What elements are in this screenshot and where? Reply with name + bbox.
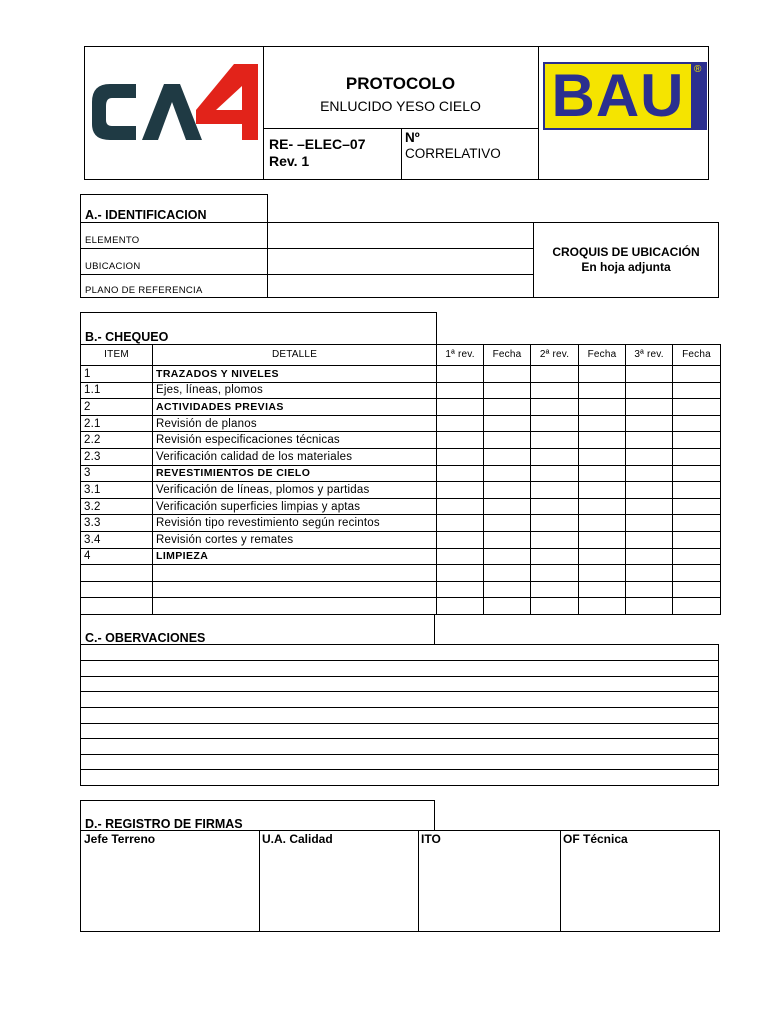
- firmas-title-text: D.- REGISTRO DE FIRMAS: [85, 817, 243, 831]
- row-fecha-cell[interactable]: [484, 366, 531, 383]
- ca4-logo-a: [142, 84, 202, 140]
- table-row: [81, 531, 721, 548]
- table-row: [81, 581, 721, 598]
- row-rev-cell[interactable]: [531, 382, 579, 399]
- observaciones-line: [80, 769, 718, 770]
- observaciones-line: [80, 676, 718, 677]
- row-fecha-cell[interactable]: [579, 498, 626, 515]
- row-detalle: Verificación superficies limpias y aptas: [153, 498, 437, 515]
- row-rev-cell[interactable]: [437, 598, 484, 615]
- row-rev-cell[interactable]: [531, 581, 579, 598]
- identificacion-label-elemento: ELEMENTO: [80, 222, 268, 249]
- row-rev-cell[interactable]: [437, 399, 484, 416]
- row-detalle: ACTIVIDADES PREVIAS: [153, 399, 437, 416]
- row-rev-cell[interactable]: [531, 432, 579, 449]
- document-code: RE- –ELEC–07: [269, 136, 366, 152]
- observaciones-title-text: C.- OBERVACIONES: [85, 631, 206, 645]
- row-rev-cell[interactable]: [437, 531, 484, 548]
- firmas-title: [80, 800, 435, 831]
- row-rev-cell[interactable]: [626, 581, 673, 598]
- row-detalle: Verificación de líneas, plomos y partidas: [153, 482, 437, 499]
- croquis-subtitle: En hoja adjunta: [581, 260, 671, 274]
- identificacion-title: [80, 194, 268, 223]
- row-rev-cell[interactable]: [531, 448, 579, 465]
- correlativo-label: CORRELATIVO: [405, 146, 501, 161]
- observaciones-line: [80, 738, 718, 739]
- table-row: [81, 366, 721, 383]
- row-fecha-cell[interactable]: [673, 415, 721, 432]
- identificacion-value-plano[interactable]: [267, 274, 534, 298]
- table-row: [81, 415, 721, 432]
- row-fecha-cell[interactable]: [484, 498, 531, 515]
- correlativo-number-label: Nº: [405, 130, 420, 145]
- protocol-title: PROTOCOLO: [345, 74, 456, 93]
- row-fecha-cell[interactable]: [579, 432, 626, 449]
- row-fecha-cell[interactable]: [579, 415, 626, 432]
- row-rev-cell[interactable]: [531, 565, 579, 582]
- firma-cell-of-tecnica[interactable]: [560, 830, 720, 932]
- col-fecha2: Fecha: [579, 345, 626, 366]
- row-rev-cell[interactable]: [531, 515, 579, 532]
- firma-label-ua-calidad: U.A. Calidad: [262, 832, 333, 846]
- row-rev-cell[interactable]: [626, 598, 673, 615]
- identificacion-label-ubicacion: UBICACION: [80, 248, 268, 275]
- chequeo-body: [81, 366, 721, 615]
- table-row: [81, 565, 721, 582]
- bau-logo: [543, 62, 707, 130]
- firma-cell-ito[interactable]: [418, 830, 561, 932]
- col-item: ITEM: [81, 345, 153, 366]
- ca4-logo: [84, 46, 262, 178]
- row-fecha-cell[interactable]: [673, 531, 721, 548]
- row-rev-cell[interactable]: [626, 498, 673, 515]
- row-fecha-cell[interactable]: [579, 581, 626, 598]
- row-rev-cell[interactable]: [437, 382, 484, 399]
- row-fecha-cell[interactable]: [673, 581, 721, 598]
- row-detalle: [153, 581, 437, 598]
- row-rev-cell[interactable]: [531, 399, 579, 416]
- row-rev-cell[interactable]: [626, 515, 673, 532]
- row-fecha-cell[interactable]: [484, 399, 531, 416]
- row-fecha-cell[interactable]: [673, 465, 721, 482]
- row-fecha-cell[interactable]: [484, 548, 531, 565]
- row-rev-cell[interactable]: [626, 531, 673, 548]
- chequeo-title: [80, 312, 437, 345]
- row-detalle: Revisión cortes y remates: [153, 531, 437, 548]
- row-fecha-cell[interactable]: [484, 482, 531, 499]
- row-fecha-cell[interactable]: [579, 482, 626, 499]
- header-title-cell: [263, 46, 539, 129]
- row-rev-cell[interactable]: [626, 548, 673, 565]
- row-fecha-cell[interactable]: [579, 565, 626, 582]
- table-row: [81, 465, 721, 482]
- row-item: [81, 581, 153, 598]
- firma-label-of-tecnica: OF Técnica: [563, 832, 628, 846]
- row-item: 3.4: [81, 531, 153, 548]
- row-fecha-cell[interactable]: [484, 598, 531, 615]
- row-item: 4: [81, 548, 153, 565]
- identificacion-label-plano: PLANO DE REFERENCIA: [80, 274, 268, 298]
- row-rev-cell[interactable]: [626, 482, 673, 499]
- row-detalle: Revisión especificaciones técnicas: [153, 432, 437, 449]
- col-detalle: DETALLE: [153, 345, 437, 366]
- ca4-logo-c: [92, 84, 136, 140]
- row-fecha-cell[interactable]: [673, 366, 721, 383]
- observaciones-line: [80, 660, 718, 661]
- row-detalle: Ejes, líneas, plomos: [153, 382, 437, 399]
- row-rev-cell[interactable]: [531, 366, 579, 383]
- row-item: 2.2: [81, 432, 153, 449]
- row-rev-cell[interactable]: [437, 565, 484, 582]
- row-fecha-cell[interactable]: [484, 531, 531, 548]
- identificacion-value-ubicacion[interactable]: [267, 248, 534, 275]
- row-item: 2.3: [81, 448, 153, 465]
- observaciones-line: [80, 723, 718, 724]
- croquis-title: CROQUIS DE UBICACIÓN: [552, 245, 700, 259]
- observaciones-title: [80, 614, 435, 645]
- col-rev3: 3ª rev.: [626, 345, 673, 366]
- observaciones-line: [80, 691, 718, 692]
- observaciones-line: [80, 707, 718, 708]
- firma-cell-jefe-terreno[interactable]: [80, 830, 260, 932]
- row-detalle: Revisión tipo revestimiento según recintos: [153, 515, 437, 532]
- bau-logo-inner: [545, 64, 691, 128]
- row-rev-cell[interactable]: [437, 415, 484, 432]
- row-rev-cell[interactable]: [531, 531, 579, 548]
- row-detalle: Verificación calidad de los materiales: [153, 448, 437, 465]
- row-rev-cell[interactable]: [531, 498, 579, 515]
- table-row: [81, 448, 721, 465]
- row-fecha-cell[interactable]: [579, 465, 626, 482]
- table-row: [81, 432, 721, 449]
- row-detalle: Revisión de planos: [153, 415, 437, 432]
- row-rev-cell[interactable]: [437, 482, 484, 499]
- row-fecha-cell[interactable]: [579, 366, 626, 383]
- row-rev-cell[interactable]: [437, 366, 484, 383]
- row-detalle: [153, 565, 437, 582]
- row-rev-cell[interactable]: [437, 465, 484, 482]
- row-detalle: LIMPIEZA: [153, 548, 437, 565]
- col-fecha3: Fecha: [673, 345, 721, 366]
- row-item: 3.1: [81, 482, 153, 499]
- header-logo-cell: [84, 46, 264, 180]
- bau-registered-mark: ®: [694, 64, 702, 75]
- row-fecha-cell[interactable]: [484, 415, 531, 432]
- table-row: [81, 382, 721, 399]
- row-fecha-cell[interactable]: [579, 382, 626, 399]
- chequeo-title-text: B.- CHEQUEO: [85, 330, 169, 344]
- row-rev-cell[interactable]: [531, 548, 579, 565]
- table-row: [81, 399, 721, 416]
- row-rev-cell[interactable]: [437, 498, 484, 515]
- row-rev-cell[interactable]: [626, 448, 673, 465]
- protocol-subtitle: ENLUCIDO YESO CIELO: [320, 98, 481, 114]
- identificacion-title-text: A.- IDENTIFICACION: [85, 208, 207, 222]
- row-fecha-cell[interactable]: [484, 382, 531, 399]
- row-rev-cell[interactable]: [626, 465, 673, 482]
- row-rev-cell[interactable]: [531, 465, 579, 482]
- firma-cell-ua-calidad[interactable]: [259, 830, 419, 932]
- document-revision: Rev. 1: [269, 153, 310, 169]
- row-fecha-cell[interactable]: [484, 465, 531, 482]
- row-rev-cell[interactable]: [437, 581, 484, 598]
- row-fecha-cell[interactable]: [673, 598, 721, 615]
- row-fecha-cell[interactable]: [579, 531, 626, 548]
- row-fecha-cell[interactable]: [484, 448, 531, 465]
- table-row: [81, 482, 721, 499]
- row-fecha-cell[interactable]: [673, 515, 721, 532]
- row-item: 3: [81, 465, 153, 482]
- row-fecha-cell[interactable]: [579, 399, 626, 416]
- row-fecha-cell[interactable]: [579, 515, 626, 532]
- table-row: [81, 548, 721, 565]
- row-item: 2.1: [81, 415, 153, 432]
- row-item: 3.2: [81, 498, 153, 515]
- row-rev-cell[interactable]: [531, 415, 579, 432]
- row-rev-cell[interactable]: [437, 432, 484, 449]
- row-rev-cell[interactable]: [626, 399, 673, 416]
- row-rev-cell[interactable]: [531, 482, 579, 499]
- row-fecha-cell[interactable]: [673, 382, 721, 399]
- row-detalle: TRAZADOS Y NIVELES: [153, 366, 437, 383]
- row-rev-cell[interactable]: [626, 366, 673, 383]
- firma-label-ito: ITO: [421, 832, 441, 846]
- row-fecha-cell[interactable]: [673, 448, 721, 465]
- col-rev2: 2ª rev.: [531, 345, 579, 366]
- table-row: [81, 598, 721, 615]
- table-row: [81, 515, 721, 532]
- row-fecha-cell[interactable]: [484, 581, 531, 598]
- row-rev-cell[interactable]: [531, 598, 579, 615]
- row-item: [81, 565, 153, 582]
- chequeo-header-row: [81, 345, 721, 366]
- row-fecha-cell[interactable]: [673, 432, 721, 449]
- observaciones-area[interactable]: [80, 644, 719, 786]
- row-rev-cell[interactable]: [437, 515, 484, 532]
- row-item: 1: [81, 366, 153, 383]
- croquis-cell: [533, 222, 719, 298]
- row-rev-cell[interactable]: [437, 448, 484, 465]
- row-fecha-cell[interactable]: [484, 565, 531, 582]
- row-item: 1.1: [81, 382, 153, 399]
- row-item: 2: [81, 399, 153, 416]
- observaciones-line: [80, 754, 718, 755]
- row-fecha-cell[interactable]: [579, 448, 626, 465]
- chequeo-table: [80, 344, 721, 615]
- bau-logo-text: BAU: [551, 62, 685, 129]
- row-fecha-cell[interactable]: [673, 565, 721, 582]
- row-fecha-cell[interactable]: [579, 548, 626, 565]
- col-fecha1: Fecha: [484, 345, 531, 366]
- identificacion-value-elemento[interactable]: [267, 222, 534, 249]
- row-fecha-cell[interactable]: [484, 515, 531, 532]
- row-rev-cell[interactable]: [626, 565, 673, 582]
- row-rev-cell[interactable]: [437, 548, 484, 565]
- row-item: [81, 598, 153, 615]
- row-fecha-cell[interactable]: [673, 548, 721, 565]
- col-rev1: 1ª rev.: [437, 345, 484, 366]
- row-fecha-cell[interactable]: [484, 432, 531, 449]
- header-correlativo-cell: [401, 128, 539, 180]
- row-item: 3.3: [81, 515, 153, 532]
- firma-label-jefe-terreno: Jefe Terreno: [84, 832, 156, 846]
- row-detalle: [153, 598, 437, 615]
- table-row: [81, 498, 721, 515]
- row-detalle: REVESTIMIENTOS DE CIELO: [153, 465, 437, 482]
- row-rev-cell[interactable]: [626, 432, 673, 449]
- row-fecha-cell[interactable]: [579, 598, 626, 615]
- header-code-cell: [263, 128, 402, 180]
- row-rev-cell[interactable]: [626, 415, 673, 432]
- row-fecha-cell[interactable]: [673, 498, 721, 515]
- row-fecha-cell[interactable]: [673, 399, 721, 416]
- ca4-logo-4: [196, 64, 258, 140]
- row-fecha-cell[interactable]: [673, 482, 721, 499]
- row-rev-cell[interactable]: [626, 382, 673, 399]
